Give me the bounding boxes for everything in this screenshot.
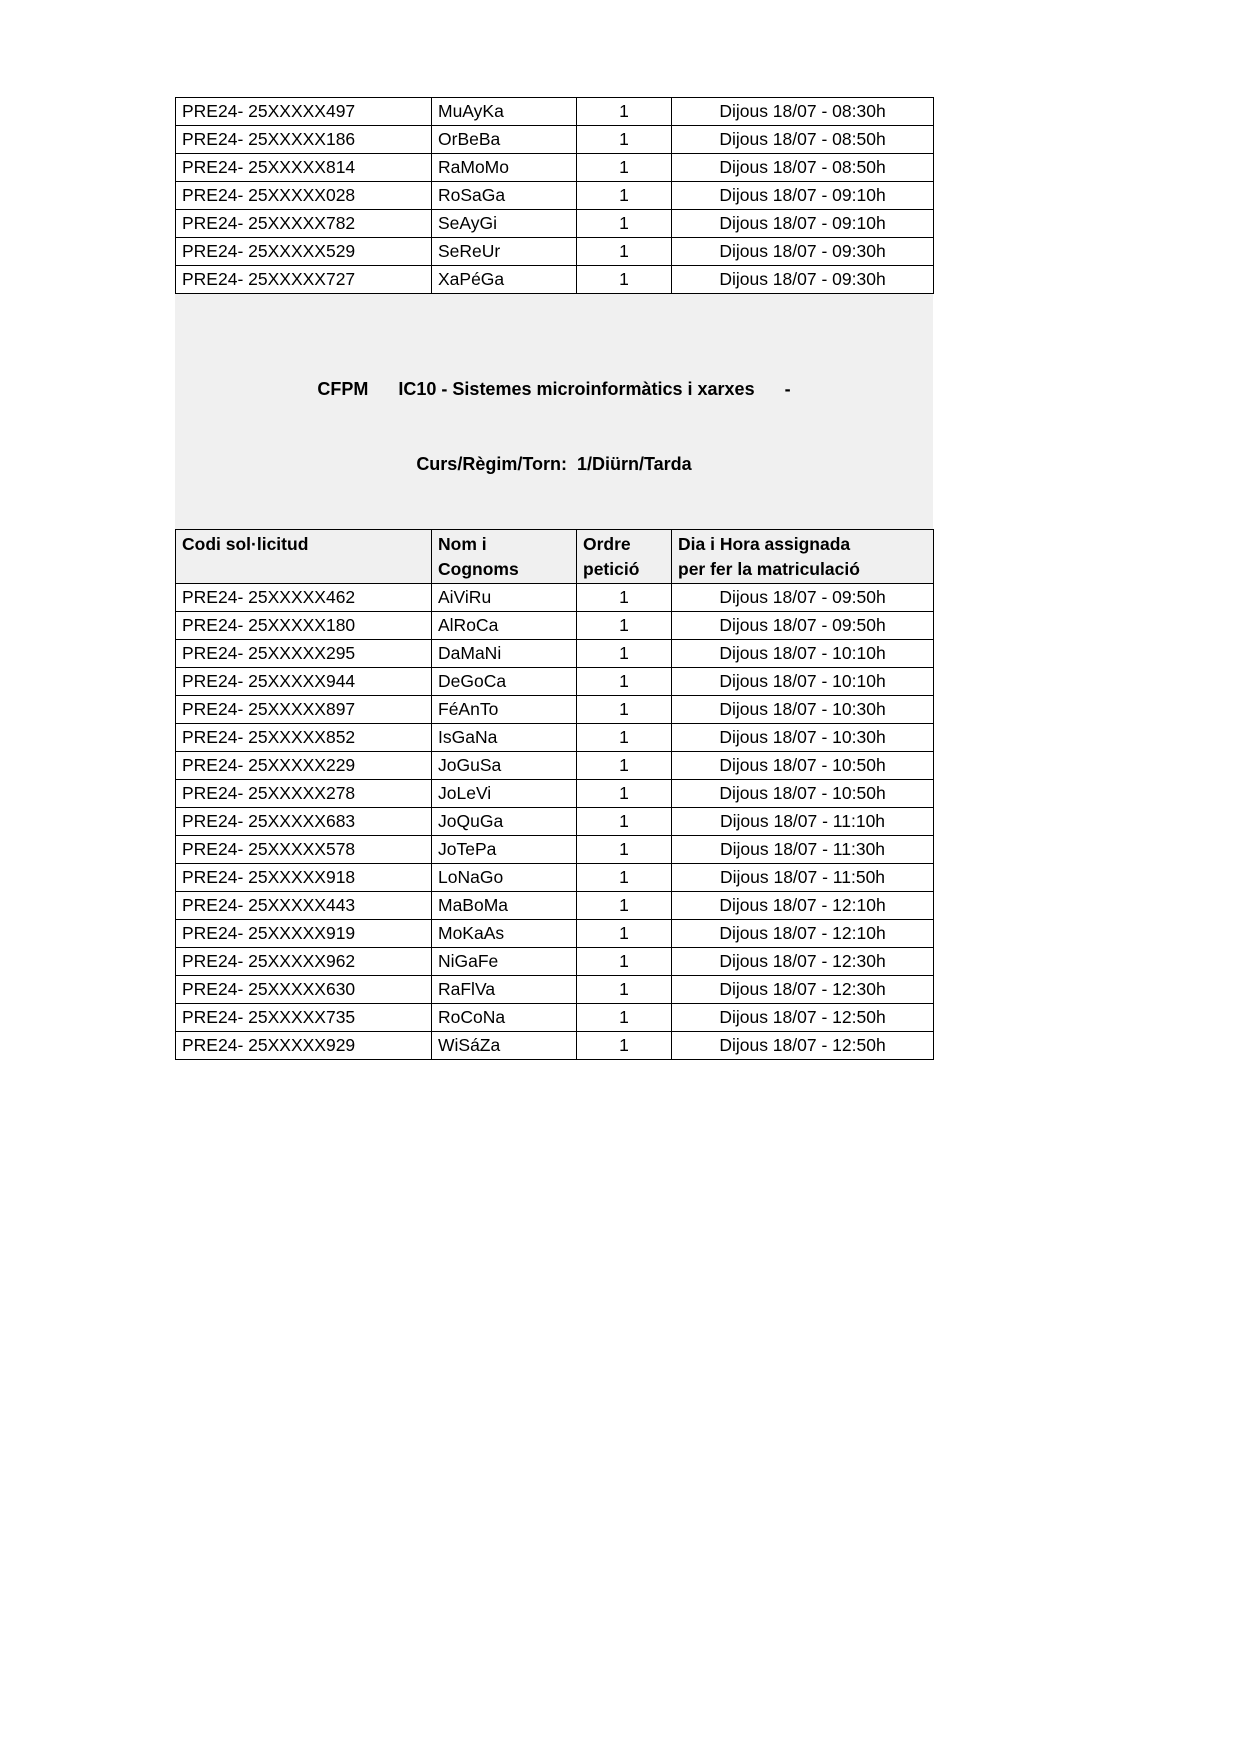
nom-cell: IsGaNa: [432, 724, 577, 752]
dia-cell: Dijous 18/07 - 12:50h: [672, 1004, 934, 1032]
ordre-cell: 1: [577, 126, 672, 154]
codi-cell: PRE24- 25XXXXX578: [176, 836, 432, 864]
table-row: [176, 640, 934, 668]
ordre-cell: 1: [577, 808, 672, 836]
table-row: [176, 126, 934, 154]
ordre-cell: 1: [577, 892, 672, 920]
column-header-nom-line2: Cognoms: [438, 559, 519, 579]
column-header-nom: [432, 530, 577, 584]
dia-cell: Dijous 18/07 - 12:10h: [672, 892, 934, 920]
table-row: [176, 808, 934, 836]
dia-cell: Dijous 18/07 - 09:30h: [672, 238, 934, 266]
nom-cell: XaPéGa: [432, 266, 577, 294]
column-header-dia-line2: per fer la matriculació: [678, 559, 860, 579]
nom-cell: AiViRu: [432, 584, 577, 612]
table-row: [176, 948, 934, 976]
ordre-cell: 1: [577, 752, 672, 780]
codi-cell: PRE24- 25XXXXX497: [176, 98, 432, 126]
codi-cell: PRE24- 25XXXXX683: [176, 808, 432, 836]
column-header-ordre: [577, 530, 672, 584]
ordre-cell: 1: [577, 780, 672, 808]
column-header-codi-label: Codi sol·licitud: [182, 534, 309, 554]
nom-cell: RaFlVa: [432, 976, 577, 1004]
nom-cell: AlRoCa: [432, 612, 577, 640]
codi-cell: PRE24- 25XXXXX962: [176, 948, 432, 976]
ordre-cell: 1: [577, 182, 672, 210]
dia-cell: Dijous 18/07 - 08:50h: [672, 154, 934, 182]
header-row: [176, 530, 934, 584]
nom-cell: RoCoNa: [432, 1004, 577, 1032]
schedule-table: [175, 529, 934, 1060]
codi-cell: PRE24- 25XXXXX180: [176, 612, 432, 640]
section-header: [175, 326, 933, 529]
table-row: [176, 98, 934, 126]
nom-cell: LoNaGo: [432, 864, 577, 892]
table-row: [176, 266, 934, 294]
codi-cell: PRE24- 25XXXXX443: [176, 892, 432, 920]
ordre-cell: 1: [577, 724, 672, 752]
table-row: [176, 864, 934, 892]
dia-cell: Dijous 18/07 - 09:10h: [672, 210, 934, 238]
ordre-cell: 1: [577, 948, 672, 976]
dia-cell: Dijous 18/07 - 09:50h: [672, 612, 934, 640]
ordre-cell: 1: [577, 612, 672, 640]
table-row: [176, 1032, 934, 1060]
dia-cell: Dijous 18/07 - 10:30h: [672, 696, 934, 724]
dia-cell: Dijous 18/07 - 09:10h: [672, 182, 934, 210]
nom-cell: JoLeVi: [432, 780, 577, 808]
dia-cell: Dijous 18/07 - 09:50h: [672, 584, 934, 612]
table-row: [176, 920, 934, 948]
ordre-cell: 1: [577, 1032, 672, 1060]
ordre-cell: 1: [577, 154, 672, 182]
dia-cell: Dijous 18/07 - 08:30h: [672, 98, 934, 126]
column-header-dia-line1: Dia i Hora assignada: [678, 534, 851, 554]
table-row: [176, 696, 934, 724]
nom-cell: JoQuGa: [432, 808, 577, 836]
ordre-cell: 1: [577, 836, 672, 864]
dia-cell: Dijous 18/07 - 12:30h: [672, 976, 934, 1004]
nom-cell: OrBeBa: [432, 126, 577, 154]
dia-cell: Dijous 18/07 - 11:30h: [672, 836, 934, 864]
dia-cell: Dijous 18/07 - 09:30h: [672, 266, 934, 294]
ordre-cell: 1: [577, 266, 672, 294]
dia-cell: Dijous 18/07 - 11:50h: [672, 864, 934, 892]
table-row: [176, 892, 934, 920]
table-row: [176, 976, 934, 1004]
codi-cell: PRE24- 25XXXXX278: [176, 780, 432, 808]
dia-cell: Dijous 18/07 - 10:10h: [672, 668, 934, 696]
section-gap: [175, 294, 933, 326]
ordre-cell: 1: [577, 584, 672, 612]
section-title-line2: Curs/Règim/Torn: 1/Diürn/Tarda: [416, 454, 692, 474]
column-header-ordre-line2: petició: [583, 559, 640, 579]
column-header-nom-line1: Nom i: [438, 534, 487, 554]
table-row: [176, 182, 934, 210]
codi-cell: PRE24- 25XXXXX462: [176, 584, 432, 612]
dia-cell: Dijous 18/07 - 12:50h: [672, 1032, 934, 1060]
codi-cell: PRE24- 25XXXXX295: [176, 640, 432, 668]
column-header-ordre-line1: Ordre: [583, 534, 631, 554]
table-row: [176, 724, 934, 752]
table-row: [176, 238, 934, 266]
codi-cell: PRE24- 25XXXXX529: [176, 238, 432, 266]
table-row: [176, 612, 934, 640]
codi-cell: PRE24- 25XXXXX186: [176, 126, 432, 154]
dia-cell: Dijous 18/07 - 10:10h: [672, 640, 934, 668]
nom-cell: SeReUr: [432, 238, 577, 266]
codi-cell: PRE24- 25XXXXX630: [176, 976, 432, 1004]
codi-cell: PRE24- 25XXXXX919: [176, 920, 432, 948]
codi-cell: PRE24- 25XXXXX929: [176, 1032, 432, 1060]
ordre-cell: 1: [577, 920, 672, 948]
dia-cell: Dijous 18/07 - 11:10h: [672, 808, 934, 836]
table-row: [176, 836, 934, 864]
nom-cell: NiGaFe: [432, 948, 577, 976]
nom-cell: JoGuSa: [432, 752, 577, 780]
ordre-cell: 1: [577, 640, 672, 668]
nom-cell: DeGoCa: [432, 668, 577, 696]
ordre-cell: 1: [577, 696, 672, 724]
nom-cell: MuAyKa: [432, 98, 577, 126]
column-header-dia: [672, 530, 934, 584]
ordre-cell: 1: [577, 668, 672, 696]
ordre-cell: 1: [577, 976, 672, 1004]
table-row: [176, 668, 934, 696]
dia-cell: Dijous 18/07 - 10:50h: [672, 780, 934, 808]
table-row: [176, 584, 934, 612]
nom-cell: FéAnTo: [432, 696, 577, 724]
nom-cell: RaMoMo: [432, 154, 577, 182]
codi-cell: PRE24- 25XXXXX852: [176, 724, 432, 752]
codi-cell: PRE24- 25XXXXX918: [176, 864, 432, 892]
ordre-cell: 1: [577, 238, 672, 266]
dia-cell: Dijous 18/07 - 12:30h: [672, 948, 934, 976]
ordre-cell: 1: [577, 98, 672, 126]
table-row: [176, 780, 934, 808]
nom-cell: JoTePa: [432, 836, 577, 864]
nom-cell: DaMaNi: [432, 640, 577, 668]
continuation-table: [175, 97, 934, 294]
codi-cell: PRE24- 25XXXXX028: [176, 182, 432, 210]
table-row: [176, 154, 934, 182]
nom-cell: WiSáZa: [432, 1032, 577, 1060]
ordre-cell: 1: [577, 864, 672, 892]
nom-cell: MoKaAs: [432, 920, 577, 948]
dia-cell: Dijous 18/07 - 08:50h: [672, 126, 934, 154]
dia-cell: Dijous 18/07 - 10:50h: [672, 752, 934, 780]
nom-cell: SeAyGi: [432, 210, 577, 238]
codi-cell: PRE24- 25XXXXX897: [176, 696, 432, 724]
section-title-line1: CFPM IC10 - Sistemes microinformàtics i xarxes -: [317, 379, 791, 399]
ordre-cell: 1: [577, 1004, 672, 1032]
schedule-sheet: [175, 97, 933, 1060]
dia-cell: Dijous 18/07 - 10:30h: [672, 724, 934, 752]
codi-cell: PRE24- 25XXXXX229: [176, 752, 432, 780]
codi-cell: PRE24- 25XXXXX727: [176, 266, 432, 294]
nom-cell: RoSaGa: [432, 182, 577, 210]
codi-cell: PRE24- 25XXXXX944: [176, 668, 432, 696]
codi-cell: PRE24- 25XXXXX735: [176, 1004, 432, 1032]
column-header-codi: [176, 530, 432, 584]
ordre-cell: 1: [577, 210, 672, 238]
table-row: [176, 210, 934, 238]
table-row: [176, 752, 934, 780]
codi-cell: PRE24- 25XXXXX814: [176, 154, 432, 182]
codi-cell: PRE24- 25XXXXX782: [176, 210, 432, 238]
table-row: [176, 1004, 934, 1032]
dia-cell: Dijous 18/07 - 12:10h: [672, 920, 934, 948]
nom-cell: MaBoMa: [432, 892, 577, 920]
